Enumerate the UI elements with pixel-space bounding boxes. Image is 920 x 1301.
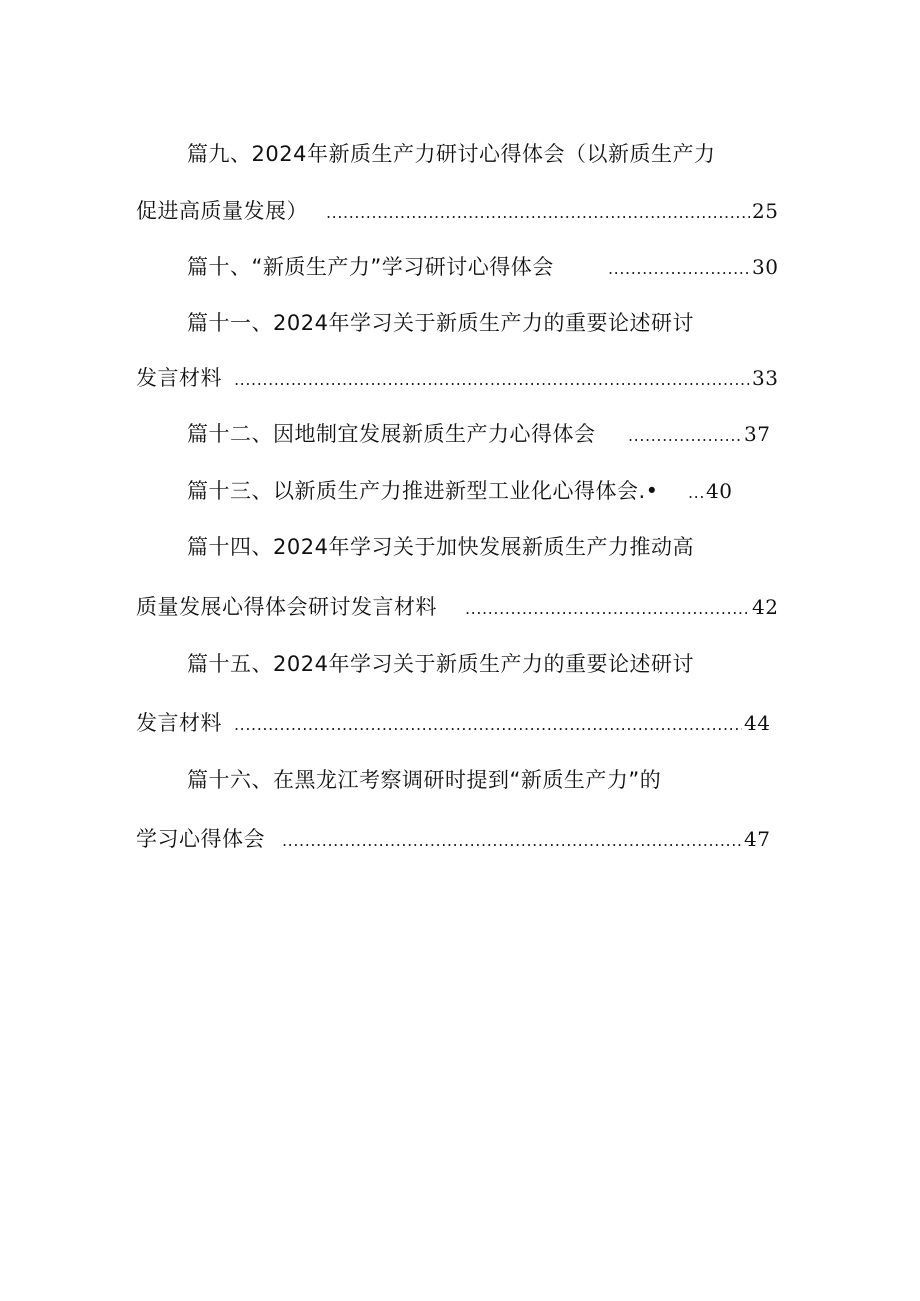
toc-entry-16-line-1[interactable] <box>0 760 920 800</box>
toc-entry-11-line-1[interactable] <box>0 303 920 343</box>
toc-entry-12[interactable] <box>0 414 920 454</box>
toc-page-number: 37 <box>744 422 771 446</box>
toc-entry-11-line-2[interactable] <box>0 358 920 398</box>
dot-leader <box>688 471 706 511</box>
toc-page-number: 25 <box>752 199 779 223</box>
dot-leader <box>282 819 742 859</box>
toc-entry-9-line-1[interactable] <box>0 134 920 174</box>
dot-leader <box>234 358 750 398</box>
toc-page-number: 47 <box>744 827 771 851</box>
toc-entry-14-line-1[interactable] <box>0 527 920 567</box>
toc-entry-title: 篇十四、2024年学习关于加快发展新质生产力推动高 <box>187 535 694 559</box>
toc-entry-title-continued: 发言材料 <box>136 711 222 735</box>
toc-entry-title: 篇十五、2024年学习关于新质生产力的重要论述研讨 <box>187 652 694 676</box>
toc-page-number: 42 <box>752 595 779 619</box>
toc-entry-title-continued: 发言材料 <box>136 366 222 390</box>
dot-leader <box>234 703 742 743</box>
dot-leader <box>608 247 750 287</box>
toc-entry-14-line-2[interactable] <box>0 587 920 627</box>
toc-entry-16-line-2[interactable] <box>0 819 920 859</box>
toc-entry-10[interactable] <box>0 247 920 287</box>
toc-entry-title: 篇十三、以新质生产力推进新型工业化心得体会.• <box>187 479 659 503</box>
toc-page-number: 30 <box>752 255 779 279</box>
toc-entry-13[interactable] <box>0 471 920 511</box>
toc-entry-title: 篇十、“新质生产力”学习研讨心得体会 <box>187 255 554 279</box>
toc-page-number: 33 <box>752 366 779 390</box>
dot-leader <box>465 587 750 627</box>
toc-page-number: 40 <box>706 479 733 503</box>
toc-entry-15-line-1[interactable] <box>0 644 920 684</box>
toc-entry-title: 篇十二、因地制宜发展新质生产力心得体会 <box>187 422 596 446</box>
toc-entry-title-continued: 质量发展心得体会研讨发言材料 <box>136 595 437 619</box>
dot-leader <box>326 191 750 231</box>
toc-entry-title: 篇九、2024年新质生产力研讨心得体会（以新质生产力 <box>187 142 716 166</box>
dot-leader <box>628 414 742 454</box>
toc-entry-title: 篇十六、在黑龙江考察调研时提到“新质生产力”的 <box>187 768 662 792</box>
toc-entry-title-continued: 促进高质量发展） <box>136 199 308 223</box>
toc-entry-title-continued: 学习心得体会 <box>136 827 265 851</box>
toc-page-number: 44 <box>744 711 771 735</box>
toc-entry-9-line-2[interactable] <box>0 191 920 231</box>
toc-entry-15-line-2[interactable] <box>0 703 920 743</box>
toc-entry-title: 篇十一、2024年学习关于新质生产力的重要论述研讨 <box>187 311 694 335</box>
